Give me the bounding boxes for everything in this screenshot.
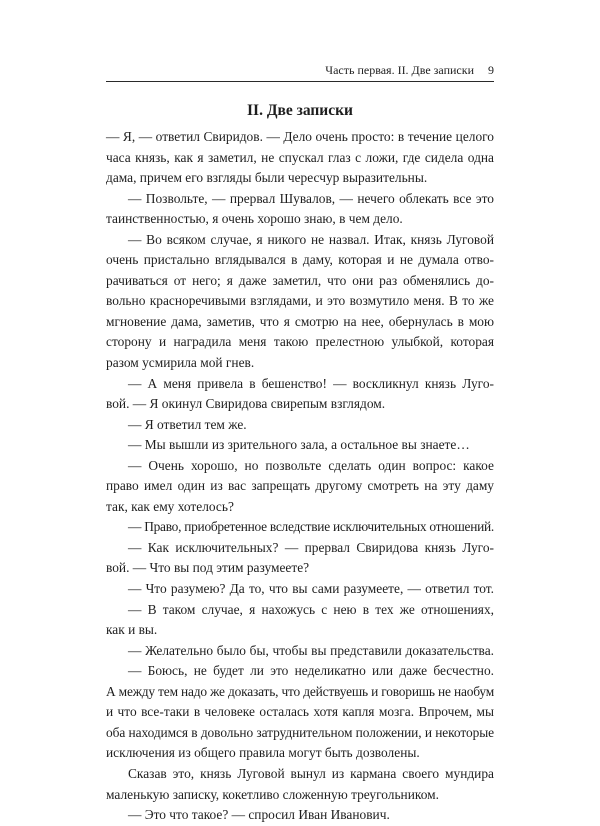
- text-line: сторону и наградила меня такою прелестною улыбкой, которая: [106, 334, 494, 350]
- text-line: — Я, — ответил Свиридов. — Дело очень просто: в течение целого: [106, 129, 494, 144]
- page-number: 9: [488, 63, 494, 77]
- text-line: так, как ему хотелось?: [106, 498, 234, 514]
- text-line: — Право, приобретенное вследствие исключительных отношений.: [128, 519, 494, 535]
- text-line: дама, причем его взгляды были чересчур выразительны.: [106, 170, 428, 186]
- text-line: право имел один из вас запрещать другому смотреть на эту даму: [106, 478, 494, 494]
- text-line: — А меня привела в бешенство! — воскликнул князь Луго-: [128, 375, 494, 391]
- running-title: Часть первая. II. Две записки: [325, 63, 474, 77]
- text-line: как и вы.: [106, 622, 158, 638]
- text-line: разом усмирила мой гнев.: [106, 355, 255, 371]
- text-line: — Очень хорошо, но позвольте сделать один вопрос: какое: [128, 457, 494, 473]
- text-line: исключения из общего правила могут быть дозволены.: [106, 745, 420, 761]
- text-line: мгновение дама, заметив, что я смотрю на нее, обернулась в мою: [106, 313, 494, 329]
- text-line: вой. — Что вы под этим разумеете?: [106, 560, 310, 576]
- text-line: — Позвольте, — прервал Шувалов, — нечего облекать все это: [128, 190, 494, 206]
- text-line: — Что разумею? Да то, что вы сами разумеете, — ответил тот.: [128, 581, 494, 597]
- text-line: — Боюсь, не будет ли это неделикатно или даже бесчестно.: [128, 663, 494, 679]
- body-text: [106, 127, 494, 826]
- text-line: — Желательно было бы, чтобы вы представили доказательства.: [128, 642, 494, 658]
- text-line: — В таком случае, я нахожусь с нею в тех же отношениях,: [128, 601, 494, 617]
- text-line: А между тем надо же доказать, что действуешь и говоришь не наобум: [106, 683, 494, 699]
- text-line: — Во всяком случае, я никого не назвал. Итак, князь Луговой: [128, 231, 494, 247]
- text-line: и что все-таки в человеке осталась хотя капля мозга. Впрочем, мы: [106, 704, 494, 720]
- header-rule: [106, 81, 494, 82]
- text-line: очень пристально вглядывался в даму, которая и не думала отво-: [106, 252, 494, 268]
- text-line: оба находимся в довольно затруднительном положении, и некоторые: [106, 724, 494, 740]
- text-line: вольно красноречивыми взглядами, и это возмутило меня. В то же: [106, 293, 494, 309]
- text-line: рачиваться от него; я даже заметил, что они раз обменялись до-: [106, 272, 494, 288]
- text-line: таинственностью, я очень хорошо знаю, в чем дело.: [106, 211, 403, 227]
- text-line: — Мы вышли из зрительного зала, а остальное вы знаете…: [128, 437, 470, 453]
- text-line: вой. — Я окинул Свиридова свирепым взглядом.: [106, 396, 386, 412]
- text-line: — Как исключительных? — прервал Свиридова князь Луго-: [128, 539, 494, 555]
- running-head: [106, 60, 494, 80]
- text-line: — Это что такое? — спросил Иван Иванович.: [128, 807, 390, 823]
- text-line: маленькую записку, кокетливо сложенную треугольником.: [106, 786, 439, 802]
- chapter-title: II. Две записки: [247, 102, 353, 119]
- text-line: часа князь, как я заметил, не спускал глаз с ложи, где сидела одна: [106, 149, 494, 165]
- text-line: — Я ответил тем же.: [128, 416, 247, 432]
- text-line: Сказав это, князь Луговой вынул из кармана своего мундира: [128, 765, 494, 781]
